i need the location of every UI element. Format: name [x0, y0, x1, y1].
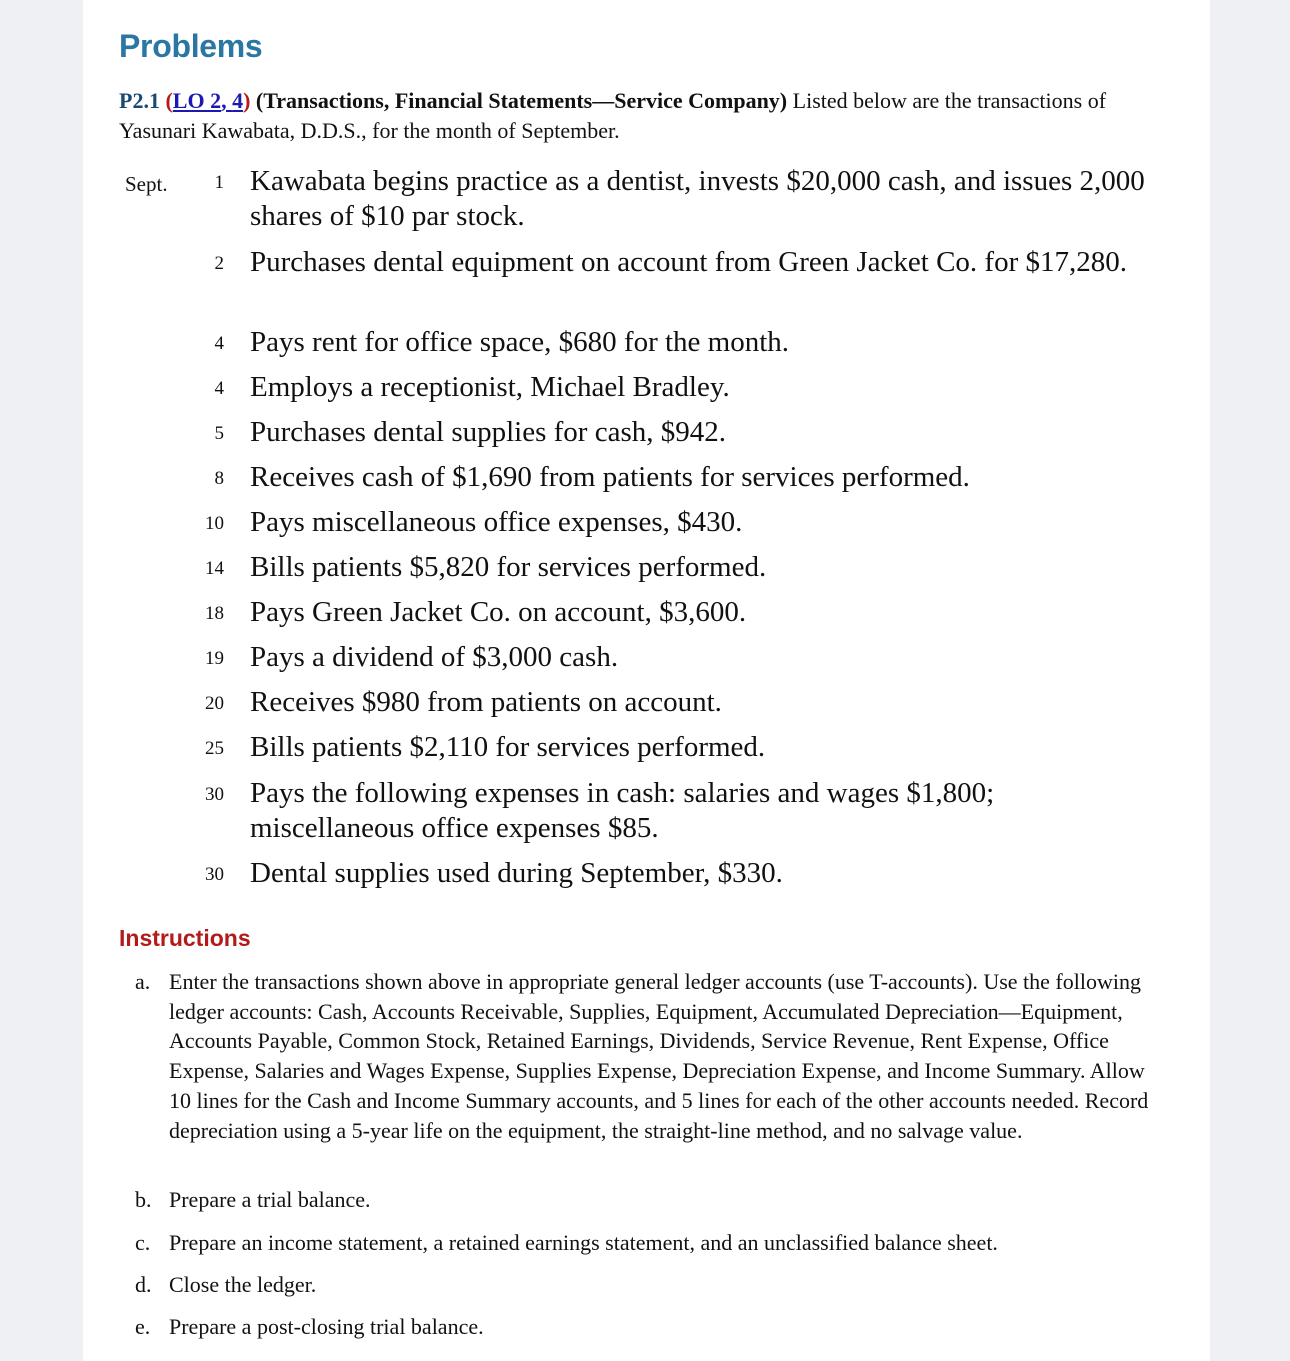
transaction-day: 25 — [205, 738, 224, 759]
instruction-text: Prepare a post-closing trial balance. — [169, 1314, 484, 1339]
transaction-day: 1 — [214, 172, 224, 193]
lo-open-paren: ( — [165, 88, 173, 113]
transaction-day: 8 — [214, 468, 224, 489]
document-page — [83, 0, 1210, 1361]
instruction-letter: a. — [135, 969, 151, 994]
month-label: Sept. — [125, 172, 168, 196]
section-title: Problems — [119, 28, 263, 64]
transaction-description: Pays the following expenses in cash: salaries and wages $1,800; miscellaneous office expenses $85. — [250, 777, 995, 844]
transaction-description: Employs a receptionist, Michael Bradley. — [250, 371, 730, 403]
transaction-day: 10 — [205, 513, 224, 534]
problem-number: P2.1 — [119, 88, 160, 113]
transaction-description: Bills patients $2,110 for services performed. — [250, 731, 766, 763]
instructions-title: Instructions — [119, 925, 251, 951]
lo-separator: , — [221, 88, 233, 113]
problem-intro — [119, 86, 1164, 146]
instruction-letter: b. — [135, 1187, 152, 1212]
transaction-day: 19 — [205, 648, 224, 669]
transaction-day: 2 — [214, 253, 224, 274]
problem-intro-text: Listed below are the transactions of Yasunari Kawabata, D.D.S., for the month of September. — [119, 88, 1107, 143]
transaction-description: Pays rent for office space, $680 for the month. — [250, 326, 790, 358]
transaction-description: Pays Green Jacket Co. on account, $3,600. — [250, 596, 747, 628]
transaction-day: 30 — [205, 784, 224, 805]
instruction-text: Prepare a trial balance. — [169, 1187, 371, 1212]
transaction-day: 20 — [205, 693, 224, 714]
transaction-day: 18 — [205, 603, 224, 624]
transaction-description: Bills patients $5,820 for services performed. — [250, 551, 767, 583]
instruction-text: Close the ledger. — [169, 1272, 317, 1297]
instruction-text: Prepare an income statement, a retained earnings statement, and an unclassified balance sheet. — [169, 1230, 998, 1255]
learning-objective-link-2[interactable]: LO 2 — [172, 88, 222, 113]
transaction-description: Receives cash of $1,690 from patients for services performed. — [250, 461, 970, 493]
transaction-day: 4 — [214, 333, 224, 354]
transaction-day: 4 — [214, 378, 224, 399]
lo-close-paren: ) — [243, 88, 251, 113]
transaction-day: 5 — [214, 423, 224, 444]
instruction-letter: d. — [135, 1272, 152, 1297]
transaction-description: Pays a dividend of $3,000 cash. — [250, 641, 619, 673]
problem-heading: (Transactions, Financial Statements—Service Company) — [255, 88, 788, 113]
learning-objective-link-4[interactable]: 4 — [232, 88, 244, 113]
instruction-text: Enter the transactions shown above in appropriate general ledger accounts (use T-accounts). Use the following ledger accounts: Cash, Accounts Receivable, Supplies, Equipment, Accumulated Depreciation—Equipment, Accounts Payable, Common Stock, Retained Earnings, Dividends, Service Revenue, Rent Expense, Office Expense, Salaries and Wages Expense, Supplies Expense, Depreciation Expense, and Income Summary. Allow 10 lines for the Cash and Income Summary accounts, and 5 lines for each of the other accounts needed. Record depreciation using a 5-year life on the equipment, the straight-line method, and no salvage value. — [169, 969, 1149, 1143]
transaction-description: Kawabata begins practice as a dentist, invests $20,000 cash, and issues 2,000 shares of $10 par stock. — [250, 165, 1145, 232]
transaction-day: 14 — [205, 558, 224, 579]
instruction-letter: e. — [135, 1314, 151, 1339]
transaction-description: Dental supplies used during September, $330. — [250, 857, 783, 889]
transaction-day: 30 — [205, 864, 224, 885]
transaction-description: Purchases dental equipment on account from Green Jacket Co. for $17,280. — [250, 246, 1127, 278]
instruction-letter: c. — [135, 1230, 151, 1255]
transaction-description: Receives $980 from patients on account. — [250, 686, 722, 718]
transaction-description: Pays miscellaneous office expenses, $430. — [250, 506, 743, 538]
transaction-description: Purchases dental supplies for cash, $942. — [250, 416, 726, 448]
